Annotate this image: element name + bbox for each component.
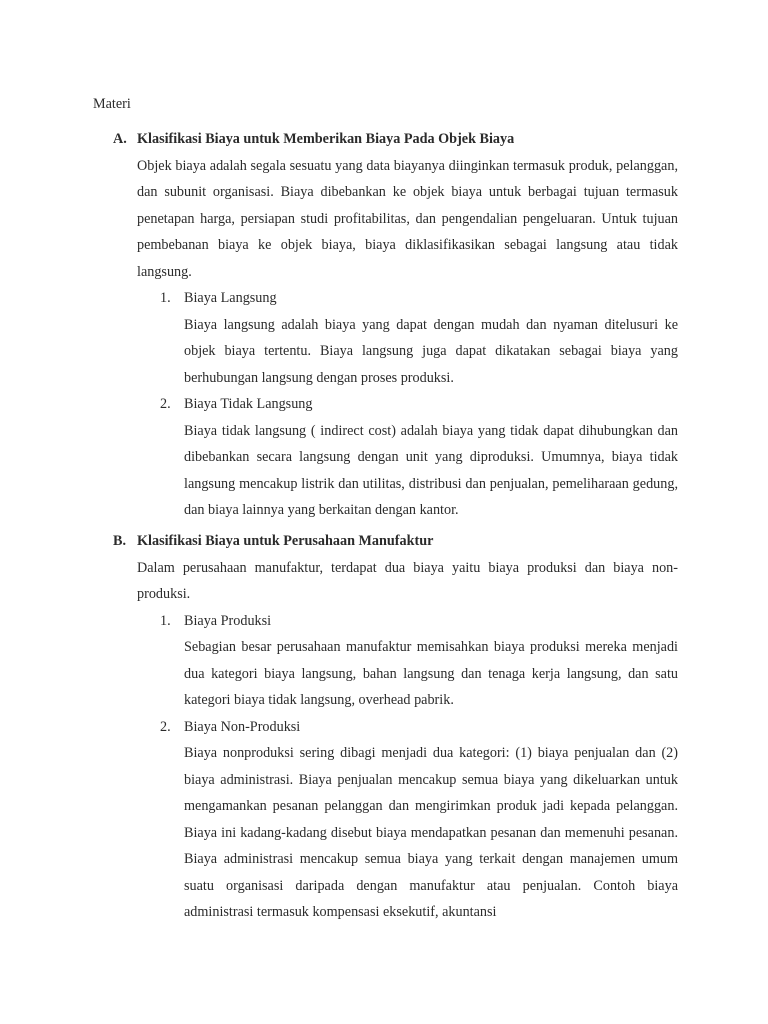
section-b [0,528,768,926]
section-a-item-1-title: Biaya Langsung [184,290,277,306]
section-b-letter: B. [113,533,127,549]
section-a-item-2-number: 2. [160,396,171,412]
section-a-letter: A. [113,131,127,147]
section-a-item-2-text: Biaya tidak langsung ( indirect cost) adalah biaya yang tidak dapat dihubungkan dan dibebankan secara langsung dengan unit yang diproduksi. Umumnya, biaya tidak langsung mencakup listrik dan utilitas, distribusi dan penjualan, pemeliharaan gedung, dan biaya lainnya yang berkaitan dengan kantor. [184,422,678,518]
section-b-item-1-number: 1. [160,612,171,629]
section-b-item-2-header [0,714,768,741]
section-a-item-2-header [0,391,768,418]
section-a-item-2-title: Biaya Tidak Langsung [184,396,313,412]
section-a-item-1-number: 1. [160,290,171,306]
section-b-item-1-text: Sebagian besar perusahaan manufaktur memisahkan biaya produksi mereka menjadi dua kategori biaya langsung, bahan langsung dan tenaga kerja langsung, dan satu kategori biaya tidak langsung, overhead pabrik. [184,639,678,708]
section-b-header [0,528,768,555]
section-a-header [0,126,768,153]
section-b-item-1-header [0,608,768,635]
section-a-item-1-text: Biaya langsung adalah biaya yang dapat dengan mudah dan nyaman ditelusuri ke objek biaya tertentu. Biaya langsung juga dapat dikatakan sebagai biaya yang berhubungan langsung dengan proses produksi. [184,316,678,386]
section-b-title: Klasifikasi Biaya untuk Perusahaan Manufaktur [137,533,434,549]
section-b-item-2-title: Biaya Non-Produksi [184,718,301,735]
section-a-item-1-header [0,285,768,312]
section-a [0,126,768,524]
section-b-item-2-number: 2. [160,718,171,735]
materi-heading: Materi [93,96,131,112]
section-b-item-1-title: Biaya Produksi [184,612,272,629]
section-b-paragraph: Dalam perusahaan manufaktur, terdapat dua biaya yaitu biaya produksi dan biaya non-produksi. [137,559,678,602]
section-b-item-2-text: Biaya nonproduksi sering dibagi menjadi dua kategori: (1) biaya penjualan dan (2) biaya administrasi. Biaya penjualan mencakup semua biaya yang dikeluarkan untuk mengamankan pesanan pelanggan dan mengirimkan produk jadi kepada pelanggan. Biaya ini kadang-kadang disebut biaya mendapatkan pesanan dan memenuhi pesanan. Biaya administrasi mencakup semua biaya yang terkait dengan manajemen umum suatu organisasi daripada dengan manufaktur atau penjualan. Contoh biaya administrasi termasuk kompensasi eksekutif, akuntansi [184,745,678,920]
section-a-title: Klasifikasi Biaya untuk Memberikan Biaya Pada Objek Biaya [137,131,515,147]
section-a-paragraph: Objek biaya adalah segala sesuatu yang data biayanya diinginkan termasuk produk, pelanggan, dan subunit organisasi. Biaya dibebankan ke objek biaya untuk berbagai tujuan termasuk penetapan harga, persiapan studi profitabilitas, dan pengendalian pengeluaran. Untuk tujuan pembebanan biaya ke objek biaya, biaya diklasifikasikan sebagai langsung atau tidak langsung. [137,157,678,280]
